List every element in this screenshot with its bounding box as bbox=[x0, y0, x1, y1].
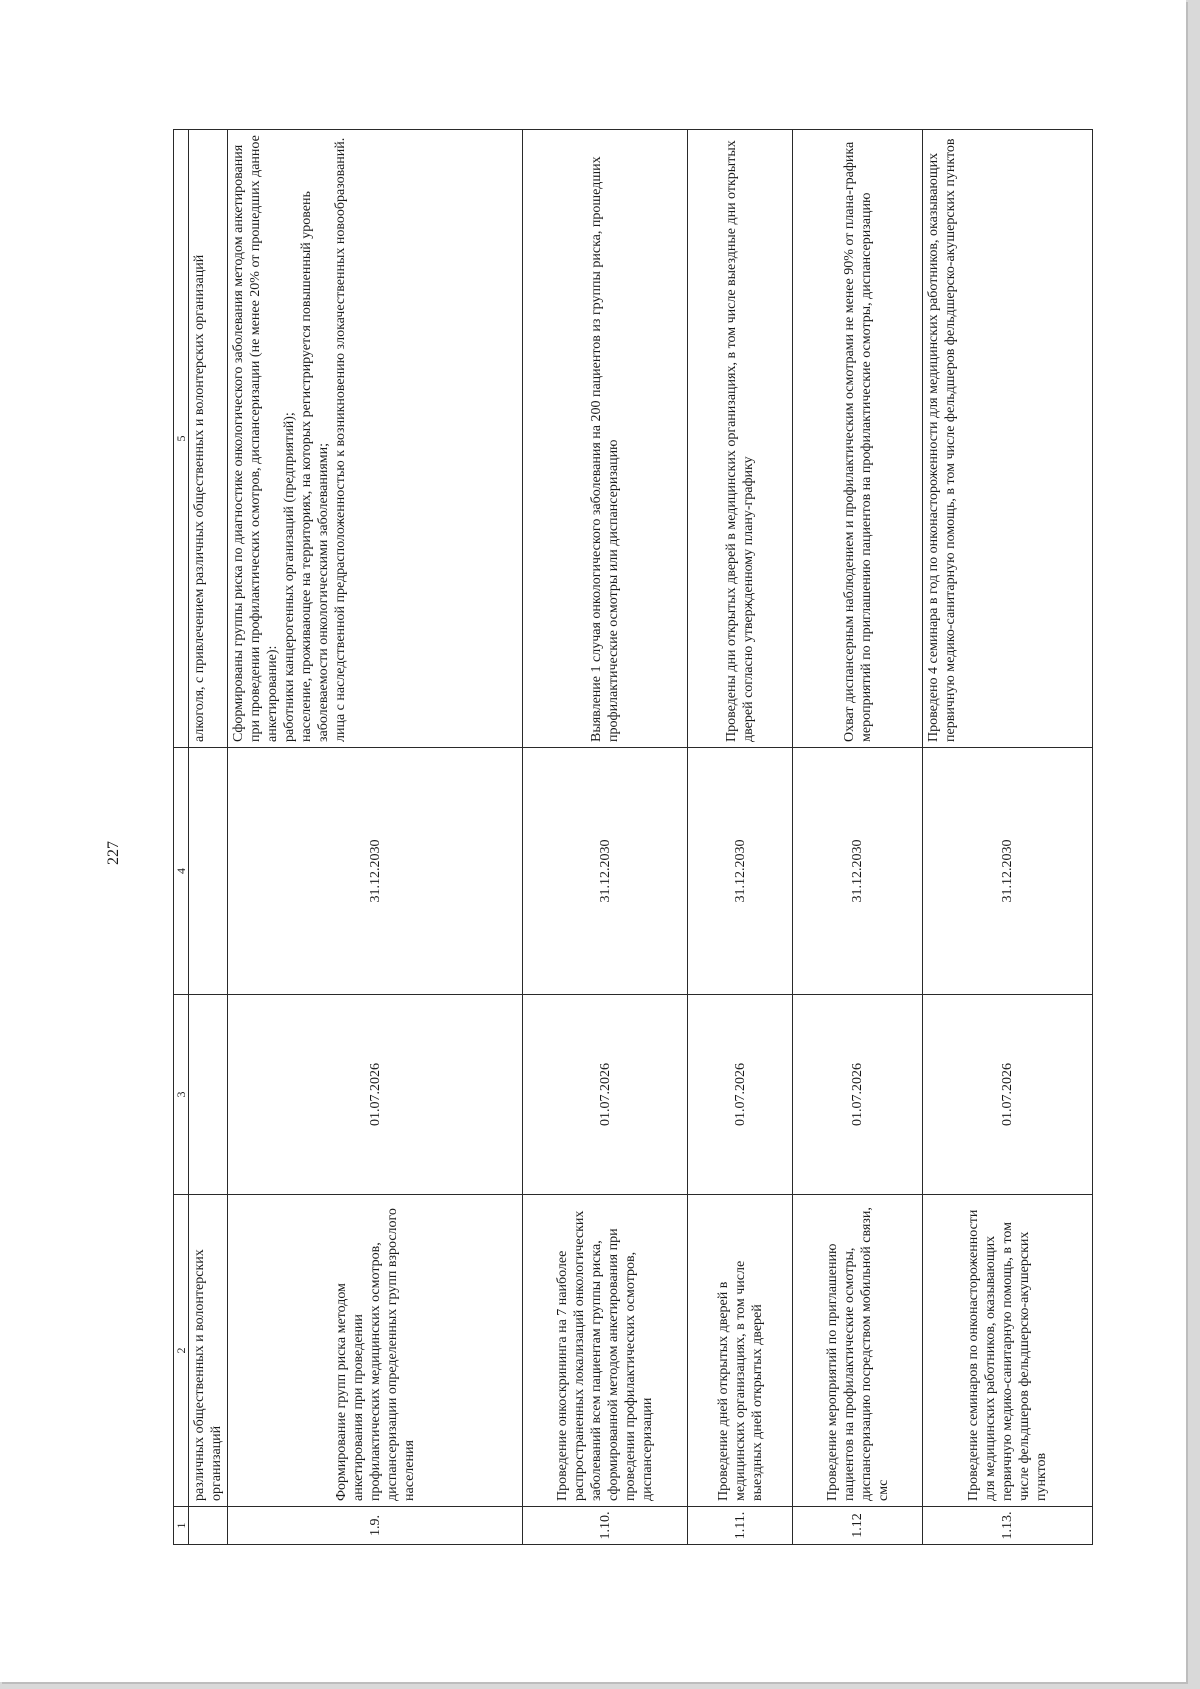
table-row bbox=[923, 130, 1093, 1545]
result-line: работники канцерогенных организаций (предприятий); bbox=[282, 412, 297, 742]
table-row bbox=[228, 130, 523, 1545]
end-date-cell: 31.12.2030 bbox=[688, 748, 793, 995]
end-date-cell: 31.12.2030 bbox=[228, 748, 523, 995]
table-row bbox=[189, 130, 228, 1545]
activity-cell: Проведение семинаров по онконастороженности для медицинских работников, оказывающих первичную медико-санитарную помощь, в том числе фельдшеров фельдшерско-акушерских пунктов bbox=[923, 1195, 1093, 1507]
result-cell: Проведено 4 семинара в год по онконастороженности для медицинских работников, оказывающих первичную медико-санитарную помощь, в том числе фельдшеров фельдшерско-акушерских пунктов bbox=[923, 130, 1093, 748]
page-number: 227 bbox=[105, 841, 122, 865]
header-col-5: 5 bbox=[174, 130, 189, 748]
table-row bbox=[793, 130, 923, 1545]
result-cell: Проведены дни открытых дверей в медицинских организациях, в том числе выездные дни открытых дверей согласно утвержденному плану-графику bbox=[688, 130, 793, 748]
row-number: 1.13. bbox=[923, 1507, 1093, 1545]
row-number: 1.9. bbox=[228, 1507, 523, 1545]
end-date-cell: 31.12.2030 bbox=[793, 748, 923, 995]
header-col-2: 2 bbox=[174, 1195, 189, 1507]
start-date-cell: 01.07.2026 bbox=[688, 995, 793, 1195]
start-date-cell: 01.07.2026 bbox=[523, 995, 688, 1195]
header-col-3: 3 bbox=[174, 995, 189, 1195]
result-line: Сформированы группы риска по диагностике онкологического заболевания методом анкетирования при проведении профилактических осмотров, диспансеризации (не менее 20% от прошедших данное анкетирование): bbox=[231, 135, 280, 742]
result-line: население, проживающее на территориях, на которых регистрируется повышенный уровень заболеваемости онкологическими заболеваниями; bbox=[299, 191, 331, 742]
start-date-cell: 01.07.2026 bbox=[923, 995, 1093, 1195]
start-date-cell: 01.07.2026 bbox=[228, 995, 523, 1195]
table-row bbox=[523, 130, 688, 1545]
activity-cell: различных общественных и волонтерских организаций bbox=[189, 1195, 228, 1507]
header-col-1: 1 bbox=[174, 1507, 189, 1545]
result-line: лица с наследственной предрасположенностью к возникновению злокачественных новообразований. bbox=[333, 137, 348, 742]
row-number: 1.11. bbox=[688, 1507, 793, 1545]
activity-cell: Формирование групп риска методом анкетирования при проведении профилактических медицинских осмотров, диспансеризации определенных групп взрослого населения bbox=[228, 1195, 523, 1507]
end-date-cell: 31.12.2030 bbox=[923, 748, 1093, 995]
activity-cell: Проведение онкоскрининга на 7 наиболее распространенных локализаций онкологических заболеваний всем пациентам группы риска, сформированной методом анкетирования при проведении профилактических осмотров, диспансеризации bbox=[523, 1195, 688, 1507]
end-date-cell: 31.12.2030 bbox=[523, 748, 688, 995]
result-cell bbox=[228, 130, 523, 748]
activity-cell: Проведение дней открытых дверей в медицинских организациях, в том числе выездных дней открытых дверей bbox=[688, 1195, 793, 1507]
header-col-4: 4 bbox=[174, 748, 189, 995]
activity-cell: Проведение мероприятий по приглашению пациентов на профилактические осмотры, диспансеризацию посредством мобильной связи, смс bbox=[793, 1195, 923, 1507]
end-date-cell bbox=[189, 748, 228, 995]
plan-table-rotated bbox=[173, 130, 1092, 1545]
header-row bbox=[174, 130, 189, 1545]
result-cell: Выявление 1 случая онкологического заболевания на 200 пациентов из группы риска, прошедших профилактические осмотры или диспансеризацию bbox=[523, 130, 688, 748]
start-date-cell bbox=[189, 995, 228, 1195]
table-row bbox=[688, 130, 793, 1545]
result-cell: Охват диспансерным наблюдением и профилактическим осмотрами не менее 90% от плана-графика мероприятий по приглашению пациентов на профилактические осмотры, диспансеризацию bbox=[793, 130, 923, 748]
row-number bbox=[189, 1507, 228, 1545]
start-date-cell: 01.07.2026 bbox=[793, 995, 923, 1195]
row-number: 1.10. bbox=[523, 1507, 688, 1545]
row-number: 1.12 bbox=[793, 1507, 923, 1545]
result-cell: алкоголя, с привлечением различных общественных и волонтерских организаций bbox=[189, 130, 228, 748]
plan-table bbox=[173, 129, 1093, 1545]
